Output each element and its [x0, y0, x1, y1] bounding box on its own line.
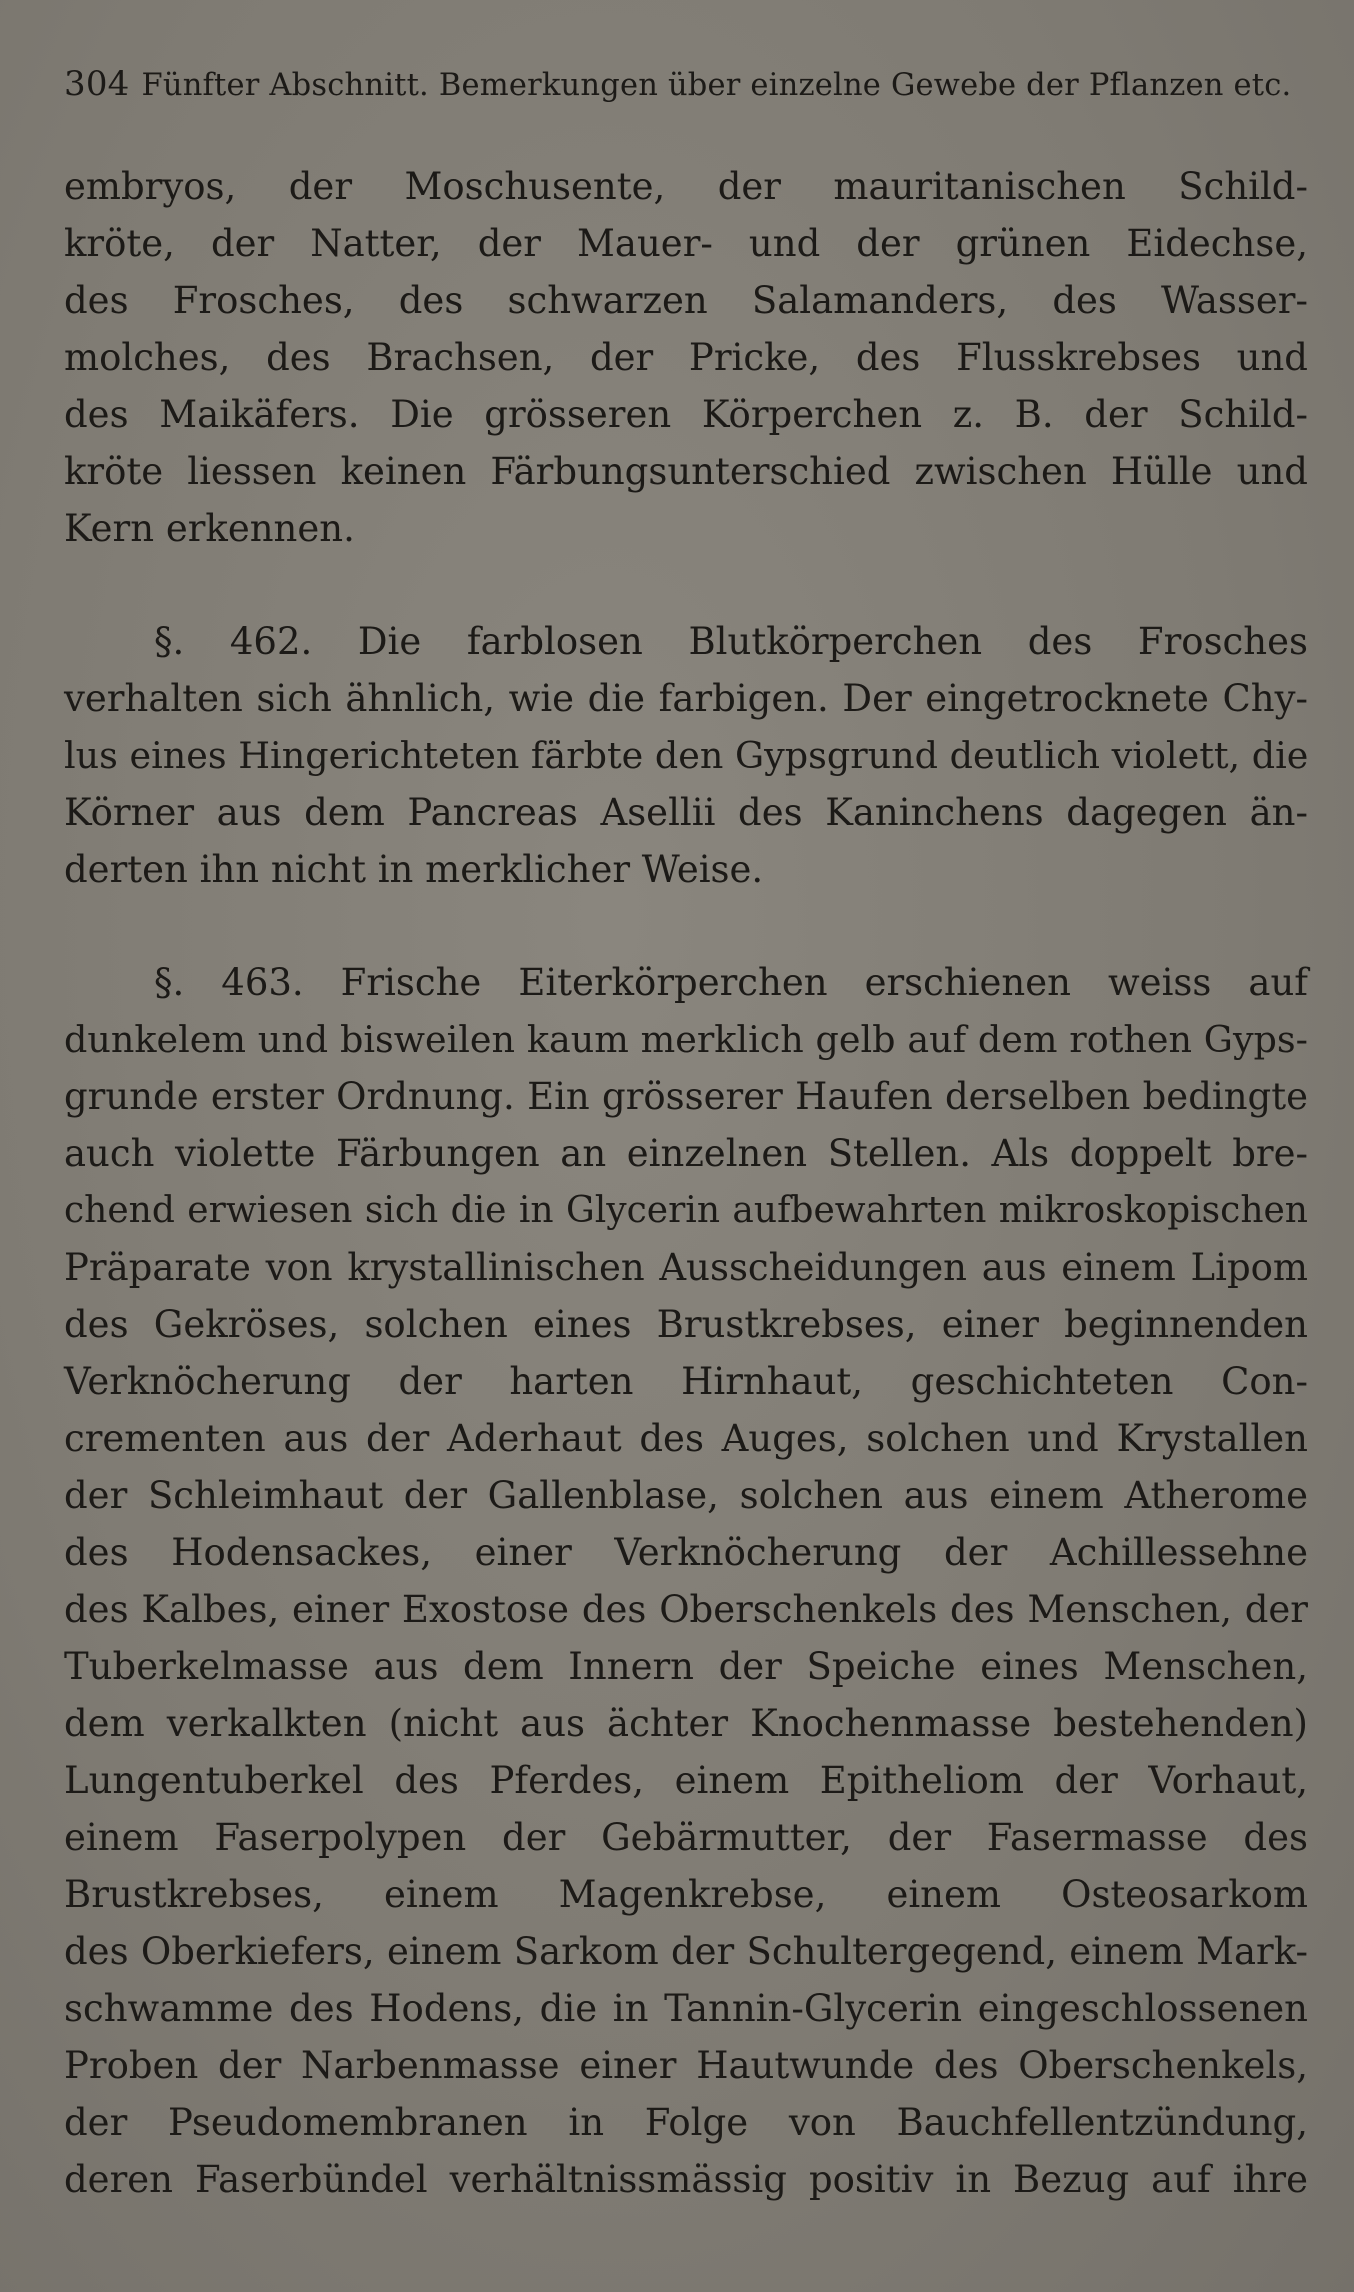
text-line: des Hodensackes, einer Verknöcherung der Achillessehne — [64, 1531, 1308, 1574]
text-line: Proben der Narbenmasse einer Hautwunde des Oberschenkels, — [64, 2044, 1308, 2087]
text-line: des Maikäfers. Die grösseren Körperchen z. B. der Schild- — [64, 393, 1308, 436]
running-header — [64, 64, 1304, 104]
text-line: grunde erster Ordnung. Ein grösserer Haufen derselben bedingte — [64, 1075, 1308, 1118]
text-line: kröte, der Natter, der Mauer- und der grünen Eidechse, — [64, 222, 1308, 265]
text-line: verhalten sich ähnlich, wie die farbigen. Der eingetrocknete Chy- — [64, 677, 1308, 720]
text-line: der Pseudomembranen in Folge von Bauchfellentzündung, — [64, 2101, 1308, 2144]
running-title: Fünfter Abschnitt. Bemerkungen über einzelne Gewebe der Pflanzen etc. — [141, 68, 1292, 103]
text-line: chend erwiesen sich die in Glycerin aufbewahrten mikroskopischen — [64, 1190, 1308, 1231]
text-line: Tuberkelmasse aus dem Innern der Speiche eines Menschen, — [64, 1645, 1308, 1688]
page-number: 304 — [64, 64, 130, 104]
text-line: molches, des Brachsen, der Pricke, des Flusskrebses und — [64, 336, 1308, 379]
paragraph-gap — [64, 557, 1308, 613]
text-line: auch violette Färbungen an einzelnen Stellen. Als doppelt bre- — [64, 1132, 1308, 1175]
text-line: dunkelem und bisweilen kaum merklich gelb auf dem rothen Gyps- — [64, 1018, 1308, 1061]
text-line: Brustkrebses, einem Magenkrebse, einem Osteosarkom — [64, 1873, 1308, 1916]
text-line: dem verkalkten (nicht aus ächter Knochenmasse bestehenden) — [64, 1702, 1308, 1745]
text-line: Lungentuberkel des Pferdes, einem Epitheliom der Vorhaut, — [64, 1759, 1308, 1802]
paragraph-gap — [64, 898, 1308, 954]
text-line: schwamme des Hodens, die in Tannin-Glycerin eingeschlossenen — [64, 1987, 1308, 2030]
text-line: Kern erkennen. — [64, 507, 355, 550]
body-text — [64, 158, 1308, 2208]
text-line: embryos, der Moschusente, der mauritanischen Schild- — [64, 165, 1308, 208]
text-line: lus eines Hingerichteten färbte den Gypsgrund deutlich violett, die — [64, 734, 1309, 777]
text-line: crementen aus der Aderhaut des Auges, solchen und Krystallen — [64, 1417, 1308, 1460]
paragraph-462-start: §. 462. Die farblosen Blutkörperchen des Frosches — [154, 620, 1308, 663]
text-line: der Schleimhaut der Gallenblase, solchen aus einem Atherome — [64, 1474, 1308, 1517]
text-line: deren Faserbündel verhältnissmässig positiv in Bezug auf ihre — [64, 2158, 1308, 2201]
text-line: Präparate von krystallinischen Ausscheidungen aus einem Lipom — [64, 1246, 1308, 1289]
text-line: des Kalbes, einer Exostose des Oberschenkels des Menschen, der — [64, 1588, 1308, 1631]
text-line: Körner aus dem Pancreas Asellii des Kaninchens dagegen än- — [64, 791, 1308, 834]
paragraph-463-start: §. 463. Frische Eiterkörperchen erschienen weiss auf — [154, 961, 1308, 1004]
text-line: des Gekröses, solchen eines Brustkrebses, einer beginnenden — [64, 1303, 1308, 1346]
text-line: des Frosches, des schwarzen Salamanders, des Wasser- — [64, 279, 1308, 322]
text-line: des Oberkiefers, einem Sarkom der Schultergegend, einem Mark- — [64, 1930, 1308, 1973]
text-line: Verknöcherung der harten Hirnhaut, geschichteten Con- — [64, 1360, 1308, 1403]
text-line: derten ihn nicht in merklicher Weise. — [64, 848, 764, 891]
text-line: einem Faserpolypen der Gebärmutter, der Fasermasse des — [64, 1816, 1308, 1859]
text-line: kröte liessen keinen Färbungsunterschied zwischen Hülle und — [64, 450, 1308, 493]
